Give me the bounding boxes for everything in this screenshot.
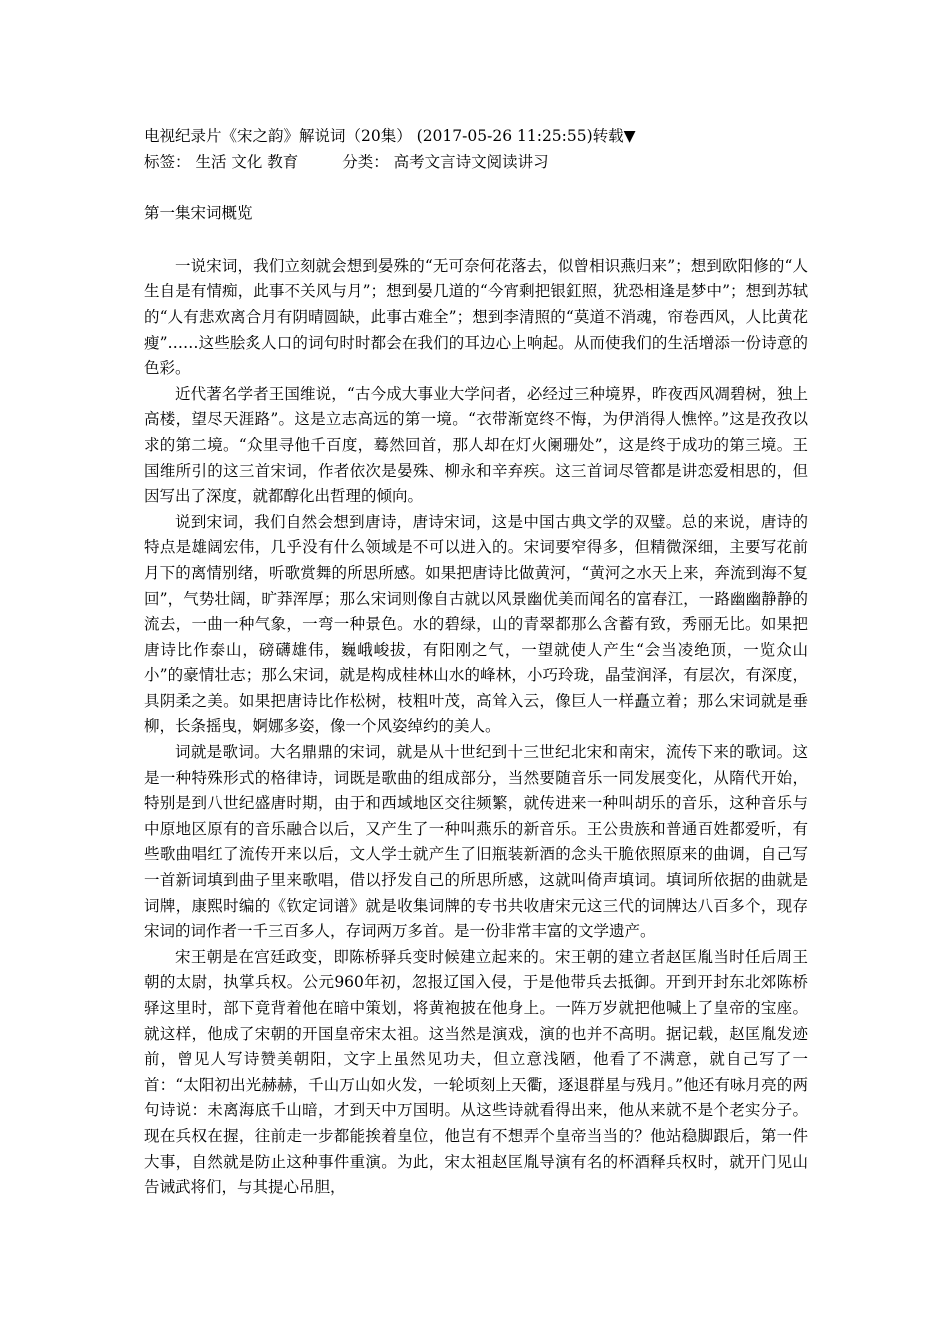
paragraph: 一说宋词，我们立刻就会想到晏殊的“无可奈何花落去，似曾相识燕归来”；想到欧阳修的“人生自是有情痴，此事不关风与月”；想到晏几道的“今宵剩把银釭照，犹恐相逢是梦中”；想到苏轼的“人有悲欢离合月有阴晴圆缺，此事古难全”；想到李清照的“莫道不消魂，帘卷西风，人比黄花瘦”……这些脍炙人口的词句时时都会在我们的耳边心上响起。从而使我们的生活增添一份诗意的色彩。 <box>144 256 808 378</box>
category-label: 分类： <box>342 152 389 171</box>
post-meta <box>144 150 808 176</box>
tags-label: 标签： <box>144 152 191 171</box>
document-body <box>144 124 808 1201</box>
category-value: 高考文言诗文阅读讲习 <box>393 152 549 171</box>
paragraph: 近代著名学者王国维说，“古今成大事业大学问者，必经过三种境界，昨夜西风凋碧树，独上高楼，望尽天涯路”。这是立志高远的第一境。“衣带渐宽终不悔，为伊消得人憔悴。”这是孜孜以求的第二境。“众里寻他千百度，蓦然回首，那人却在灯火阑珊处”，这是终于成功的第三境。王国维所引的这三首宋词，作者依次是晏殊、柳永和辛弃疾。这三首词尽管都是讲恋爱相思的，但因写出了深度，就都醇化出哲理的倾向。 <box>144 384 808 506</box>
section-heading: 第一集宋词概览 <box>144 204 253 223</box>
post-title: 电视纪录片《宋之韵》解说词（20集） (2017-05-26 11:25:55)转载▼ <box>144 127 636 145</box>
tags-list: 生活 文化 教育 <box>195 152 299 171</box>
paragraph: 宋王朝是在宫廷政变，即陈桥驿兵变时候建立起来的。宋王朝的建立者赵匡胤当时任后周王朝的太尉，执掌兵权。公元960年初，忽报辽国入侵，于是他带兵去抵御。开到开封东北郊陈桥驿这里时，部下竟背着他在暗中策划，将黄袍披在他身上。一阵万岁就把他喊上了皇帝的宝座。就这样，他成了宋朝的开国皇帝宋太祖。这当然是演戏，演的也并不高明。据记载，赵匡胤发迹前，曾见人写诗赞美朝阳，文字上虽然见功夫，但立意浅陋，他看了不满意，就自己写了一首：“太阳初出光赫赫，千山万山如火发，一轮顷刻上天衢，逐退群星与残月。”他还有咏月亮的两句诗说：未离海底千山暗，才到天中万国明。从这些诗就看得出来，他从来就不是个老实分子。现在兵权在握，往前走一步都能挨着皇位，他岂有不想弄个皇帝当当的？他站稳脚跟后，第一件大事，自然就是防止这种事件重演。为此，宋太祖赵匡胤导演有名的杯酒释兵权时，就开门见山告诫武将们，与其提心吊胆， <box>144 947 808 1197</box>
paragraph: 说到宋词，我们自然会想到唐诗，唐诗宋词，这是中国古典文学的双璧。总的来说，唐诗的特点是雄阔宏伟，几乎没有什么领域是不可以进入的。宋词要窄得多，但精微深细，主要写花前月下的离情别绪，听歌赏舞的所思所感。如果把唐诗比做黄河，“黄河之水天上来，奔流到海不复回”，气势壮阔，旷莽浑厚；那么宋词则像自古就以风景幽优美而闻名的富春江，一路幽幽静静的流去，一曲一种气象，一弯一种景色。水的碧绿，山的青翠都那么含蓄有致，秀丽无比。如果把唐诗比作泰山，磅礴雄伟，巍峨峻拔，有阳刚之气，一望就使人产生“会当凌绝顶，一览众山小”的豪情壮志；那么宋词，就是构成桂林山水的峰林，小巧玲珑，晶莹润泽，有层次，有深度，具阴柔之美。如果把唐诗比作松树，枝粗叶茂，高耸入云，像巨人一样矗立着；那么宋词就是垂柳，长条摇曳，婀娜多姿，像一个风姿绰约的美人。 <box>144 512 808 736</box>
paragraph: 词就是歌词。大名鼎鼎的宋词，就是从十世纪到十三世纪北宋和南宋，流传下来的歌词。这是一种特殊形式的格律诗，词既是歌曲的组成部分，当然要随音乐一同发展变化，从隋代开始，特别是到八世纪盛唐时期，由于和西域地区交往频繁，就传进来一种叫胡乐的音乐，这种音乐与中原地区原有的音乐融合以后，又产生了一种叫燕乐的新音乐。王公贵族和普通百姓都爱听，有些歌曲唱红了流传开来以后，文人学士就产生了旧瓶装新酒的念头干脆依照原来的曲调，自己写一首新词填到曲子里来歌唱，借以抒发自己的所思所感，这就叫倚声填词。填词所依据的曲就是词牌，康熙时编的《钦定词谱》就是收集词牌的专书共收唐宋元这三代的词牌达八百多个，现存宋词的词作者一千三百多人，存词两万多首。是一份非常丰富的文学遗产。 <box>144 743 808 941</box>
